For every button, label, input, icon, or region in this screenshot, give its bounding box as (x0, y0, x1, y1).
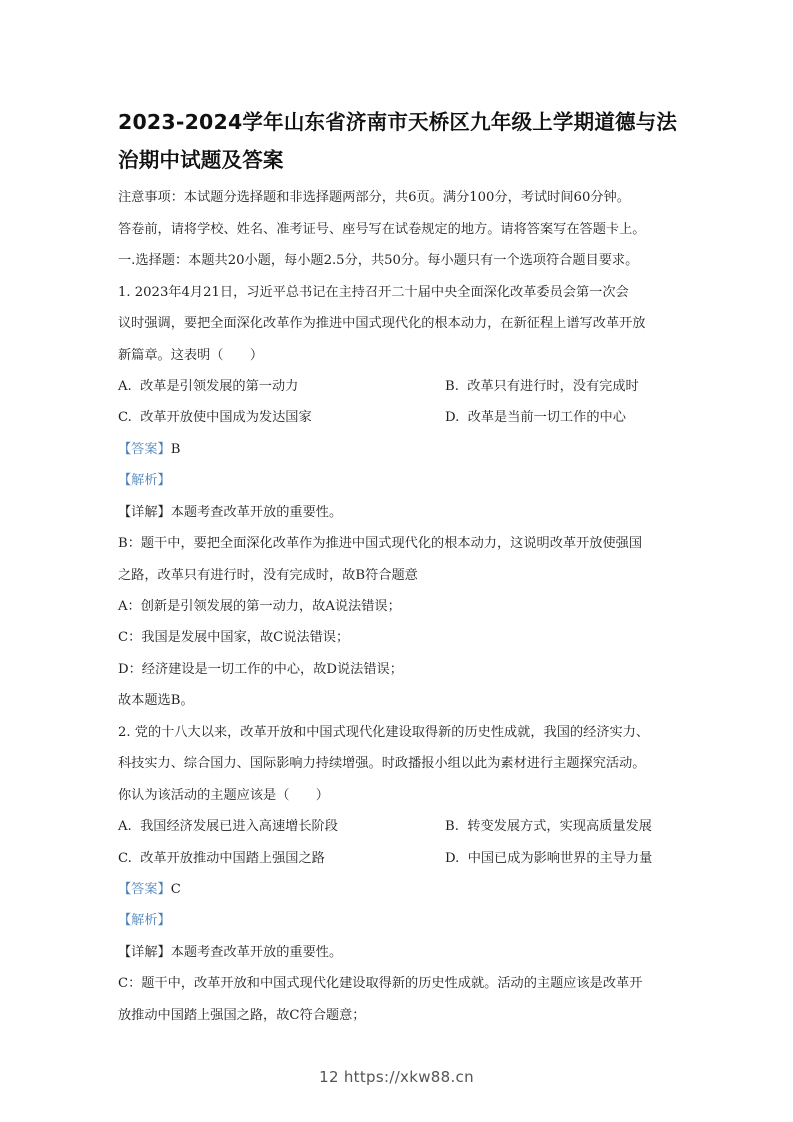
q2-option-d (445, 849, 652, 869)
q1-option-d (445, 408, 626, 428)
q1-explanation-line-4: C：我国是发展中国家，故C说法错误； (118, 630, 350, 645)
q1-option-c (118, 408, 312, 428)
page-number: 12 (319, 1068, 339, 1086)
page-footer (0, 1068, 793, 1086)
q2-option-a (118, 817, 338, 837)
footer-url-link[interactable]: https://xkw88.cn (343, 1068, 474, 1086)
answer-value: C (170, 882, 181, 897)
q2-answer (118, 880, 181, 900)
q1-explanation-line-6: 故本题选B。 (118, 693, 194, 708)
option-text: 中国已成为影响世界的主导力量 (467, 851, 653, 866)
q1-explanation-line-1: B：题干中，要把全面深化改革作为推进中国式现代化的根本动力，这说明改革开放使强国 (118, 536, 642, 551)
q1-stem-line-3: 新篇章。这表明（ ） (118, 348, 264, 363)
q2-stem-line-3: 你认为该活动的主题应该是（ ） (118, 788, 329, 803)
notice-line-1: 注意事项：本试题分选择题和非选择题两部分，共6页。满分100分，考试时间60分钟。 (118, 190, 630, 205)
answer-tag: 【答案】 (118, 442, 171, 457)
q1-option-a (118, 377, 298, 397)
answer-value: B (170, 442, 181, 457)
q2-explanation-line-1: C：题干中，改革开放和中国式现代化建设取得新的历史性成就。活动的主题应该是改革开 (118, 976, 643, 991)
q2-analysis (118, 911, 171, 931)
q2-option-c (118, 849, 325, 869)
q2-explanation-line-2: 放推动中国踏上强国之路，故C符合题意； (118, 1008, 366, 1023)
q2-detail (118, 943, 342, 963)
option-label: C. (118, 851, 132, 866)
option-label: A. (118, 379, 132, 394)
document-title (118, 103, 688, 179)
q1-detail (118, 503, 342, 523)
q2-option-b (445, 817, 652, 837)
section-header: 一.选择题：本题共20小题，每小题2.5分，共50分。每小题只有一个选项符合题目要求。 (118, 253, 639, 268)
title-line-2: 治期中试题及答案 (118, 148, 284, 172)
option-text: 我国经济发展已进入高速增长阶段 (140, 819, 338, 834)
option-label: B. (445, 379, 459, 394)
q1-explanation-line-3: A：创新是引领发展的第一动力，故A说法错误； (118, 599, 401, 614)
detail-tag: 【详解】 (118, 945, 171, 960)
option-label: D. (445, 851, 460, 866)
q1-stem-line-2: 议时强调，要把全面深化改革作为推进中国式现代化的根本动力，在新征程上谱写改革开放 (118, 316, 646, 331)
detail-intro: 本题考查改革开放的重要性。 (170, 505, 343, 520)
q1-explanation-line-2: 之路，改革只有进行时，没有完成时，故B符合题意 (118, 568, 418, 583)
option-text: 改革开放推动中国踏上强国之路 (140, 851, 325, 866)
detail-intro: 本题考查改革开放的重要性。 (170, 945, 343, 960)
q1-analysis (118, 471, 171, 491)
q2-stem-line-2: 科技实力、综合国力、国际影响力持续增强。时政播报小组以此为素材进行主题探究活动。 (118, 756, 646, 771)
detail-tag: 【详解】 (118, 505, 171, 520)
option-text: 改革是当前一切工作的中心 (467, 410, 626, 425)
option-label: B. (445, 819, 459, 834)
option-label: C. (118, 410, 132, 425)
option-text: 改革只有进行时，没有完成时 (467, 379, 639, 394)
analysis-tag: 【解析】 (118, 473, 171, 488)
q2-stem-line-1: 2. 党的十八大以来，改革开放和中国式现代化建设取得新的历史性成就，我国的经济实力、 (118, 725, 650, 740)
q1-explanation-line-5: D：经济建设是一切工作的中心，故D说法错误； (118, 662, 403, 677)
option-text: 改革开放使中国成为发达国家 (140, 410, 312, 425)
q1-answer (118, 440, 180, 460)
q1-option-b (445, 377, 639, 397)
notice-line-2: 答卷前，请将学校、姓名、准考证号、座号写在试卷规定的地方。请将答案写在答题卡上。 (118, 222, 646, 237)
option-text: 转变发展方式，实现高质量发展 (467, 819, 652, 834)
analysis-tag: 【解析】 (118, 913, 171, 928)
option-label: D. (445, 410, 460, 425)
option-text: 改革是引领发展的第一动力 (140, 379, 299, 394)
title-line-1: 2023-2024学年山东省济南市天桥区九年级上学期道德与法 (118, 110, 678, 134)
answer-tag: 【答案】 (118, 882, 171, 897)
q1-stem-line-1: 1. 2023年4月21日，习近平总书记在主持召开二十届中央全面深化改革委员会第一次会 (118, 285, 629, 300)
option-label: A. (118, 819, 132, 834)
